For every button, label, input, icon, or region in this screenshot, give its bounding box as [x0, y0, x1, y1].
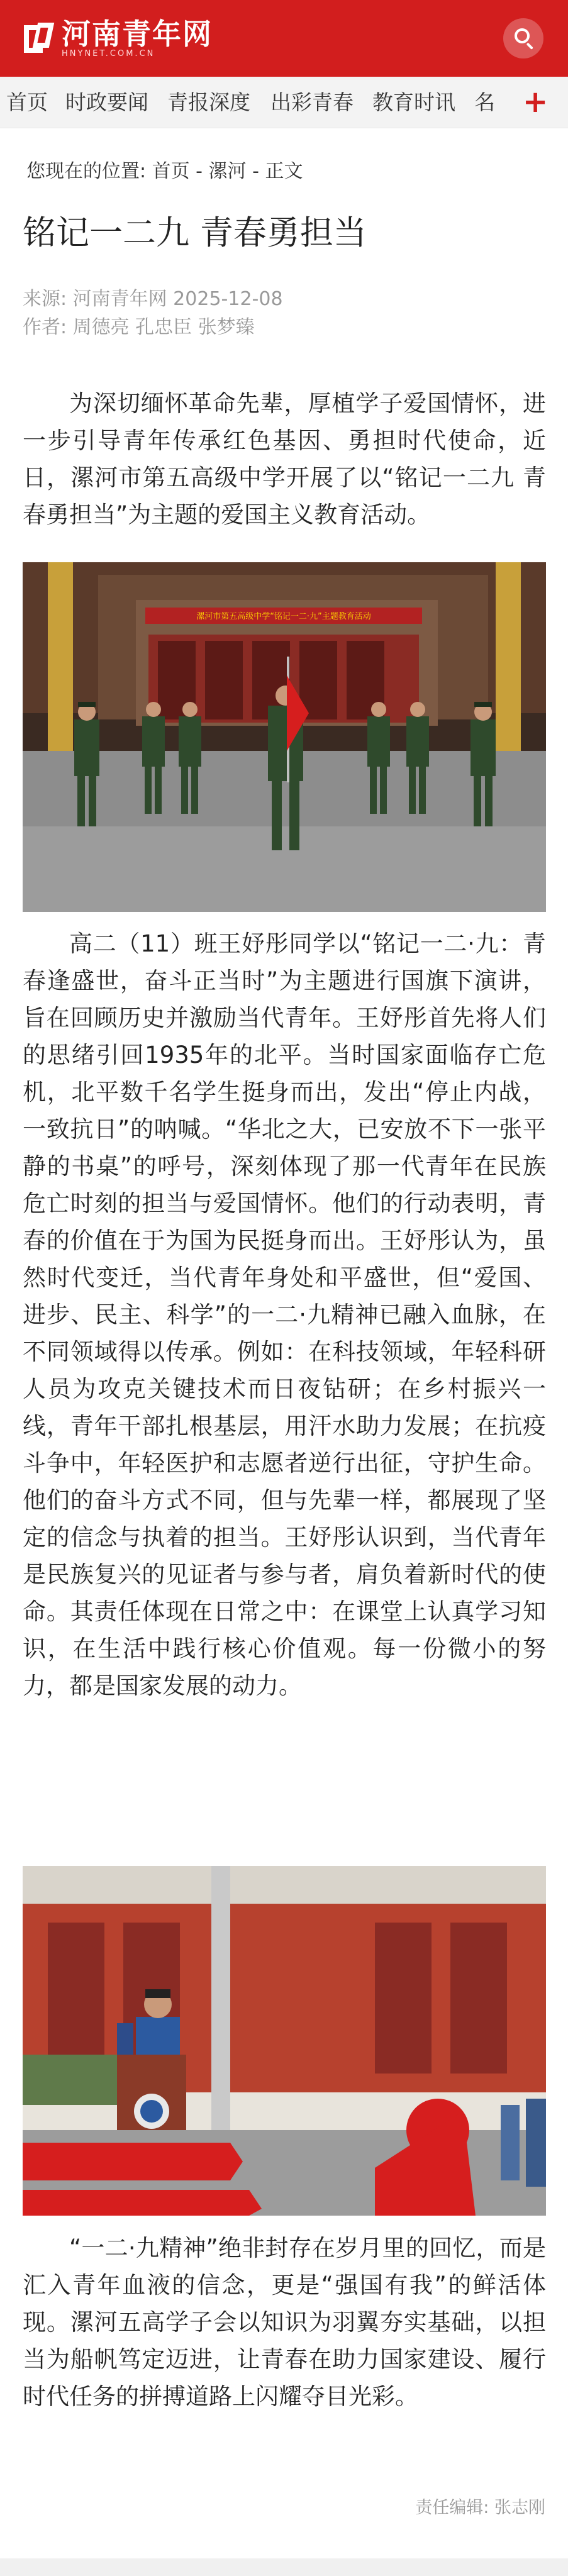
- logo-mark-icon: [23, 23, 55, 55]
- breadcrumb: 您现在的位置: 首页 - 漯河 - 正文: [26, 160, 303, 182]
- site-logo[interactable]: [23, 17, 213, 58]
- photo-flag-guard-image: [23, 562, 546, 912]
- nav-item-more[interactable]: 名: [474, 90, 495, 114]
- site-header: [0, 0, 568, 77]
- svg-text:漯河市第五高级中学“铭记一二·九”主题教育活动: 漯河市第五高级中学“铭记一二·九”主题教育活动: [196, 612, 371, 621]
- logo-text: 河南青年网: [62, 17, 213, 51]
- article-photo-flag-guard: [23, 562, 546, 912]
- article-paragraph: “一二·九精神”绝非封存在岁月里的回忆，而是汇入青年血液的信念，更是“强国有我”的鲜活体现。漯河五高学子会以知识为羽翼夯实基础，以担当为船帆笃定迈进，让青春在助力国家建设、履行时代任务的拼搏道路上闪耀夺目光彩。: [23, 2235, 546, 2410]
- page-bottom-bar: [0, 2558, 568, 2576]
- responsible-editor: 责任编辑: 张志刚: [415, 2498, 545, 2518]
- article-paragraph: 为深切缅怀革命先辈，厚植学子爱国情怀，进一步引导青年传承红色基因、勇担时代使命，近日，漯河市第五高级中学开展了以“铭记一二九 青春勇担当”为主题的爱国主义教育活动。: [23, 390, 546, 528]
- nav-item-depth[interactable]: 青报深度: [167, 90, 250, 114]
- article-source-date: 来源: 河南青年网 2025-12-08: [23, 288, 283, 310]
- plus-icon[interactable]: +: [523, 84, 549, 119]
- logo-subtext: HNYNET.COM.CN: [62, 49, 155, 58]
- article-title: 铭记一二九 青春勇担当: [23, 214, 367, 252]
- channel-nav: [0, 77, 568, 128]
- nav-item-politics[interactable]: 时政要闻: [65, 90, 148, 114]
- article-authors: 作者: 周德亮 孔忠臣 张梦臻: [23, 316, 255, 338]
- article-photo-speech: [23, 1866, 546, 2216]
- search-button[interactable]: [503, 18, 543, 58]
- nav-item-youth[interactable]: 出彩青春: [270, 90, 354, 114]
- photo-speech-image: [23, 1866, 546, 2216]
- nav-item-education[interactable]: 教育时讯: [372, 90, 455, 114]
- nav-item-home[interactable]: 首页: [6, 90, 48, 114]
- article-paragraph: 高二（11）班王妤彤同学以“铭记一二·九：青春逢盛世，奋斗正当时”为主题进行国旗下演讲，旨在回顾历史并激励当代青年。王妤彤首先将人们的思绪引回1935年的北平。当时国家面临存亡危机，北平数千名学生挺身而出，发出“停止内战，一致抗日”的呐喊。“华北之大，已安放不下一张平静的书桌”的呼号，深刻体现了那一代青年在民族危亡时刻的担当与爱国情怀。他们的行动表明，青春的价值在于为国为民挺身而出。王妤彤认为，虽然时代变迁，当代青年身处和平盛世，但“爱国、进步、民主、科学”的一二·九精神已融入血脉，在不同领域得以传承。例如：在科技领域，年轻科研人员为攻克关键技术而日夜钻研；在乡村振兴一线，青年干部扎根基层，用汗水助力发展；在抗疫斗争中，年轻医护和志愿者逆行出征，守护生命。他们的奋斗方式不同，但与先辈一样，都展现了坚定的信念与执着的担当。王妤彤认识到，当代青年是民族复兴的见证者与参与者，肩负着新时代的使命。其责任体现在日常之中：在课堂上认真学习知识，在生活中践行核心价值观。每一份微小的努力，都是国家发展的动力。: [23, 930, 546, 1699]
